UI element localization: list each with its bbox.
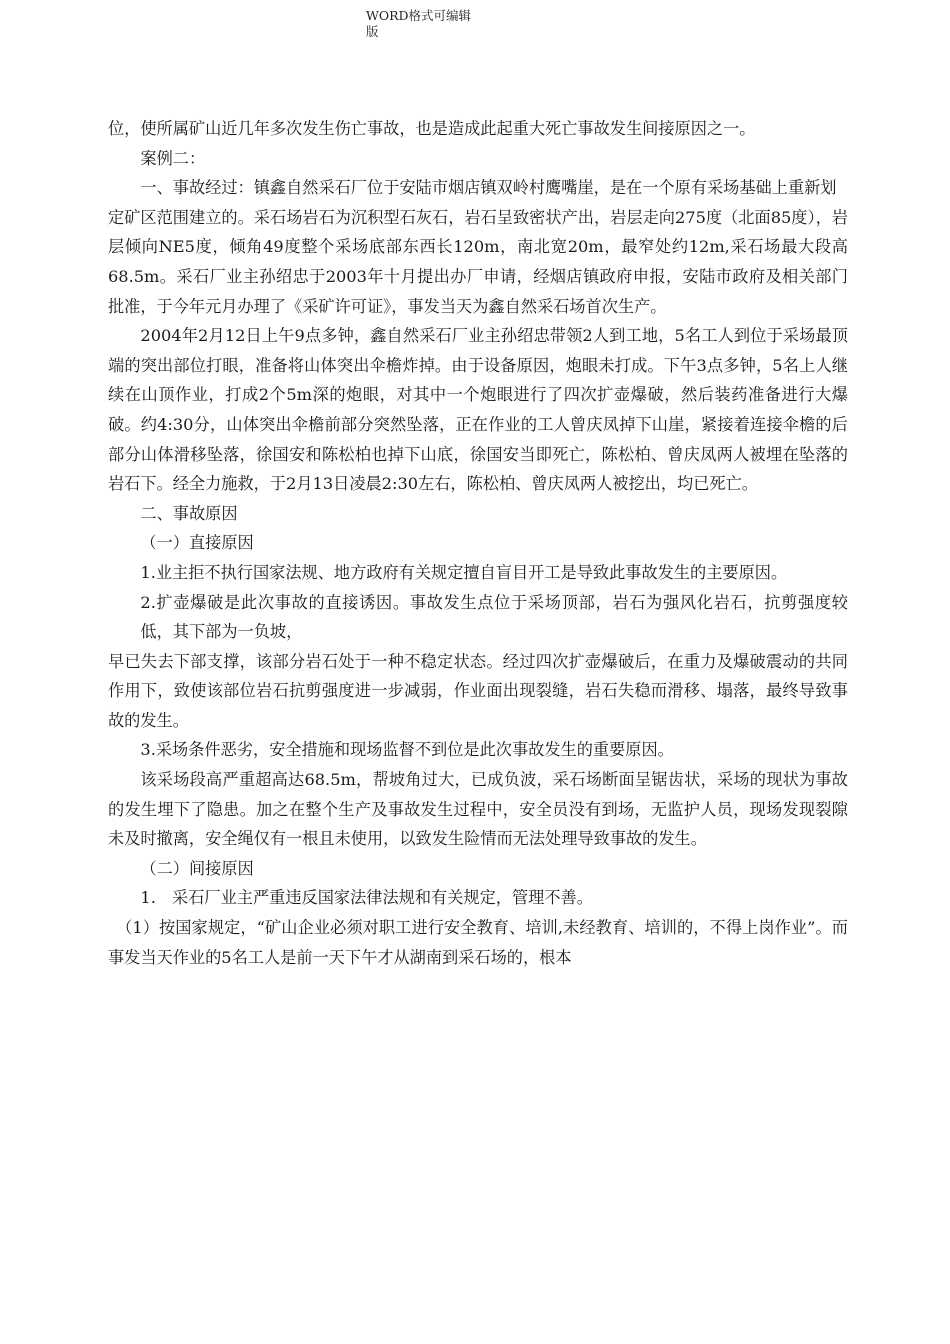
direct-cause-3-detail: 该采场段高严重超高达68.5m，帮坡角过大，已成负波，采石场断面呈锯齿状，采场的现状为事故的发生埋下了隐患。加之在整个生产及事故发生过程中，安全员没有到场，无监护人员，现场发现裂隙未及时撤离，安全绳仅有一根且未使用，以致发生险情而无法处理导致事故的发生。 — [108, 770, 848, 849]
subsection-heading-direct: （一）直接原因 — [140, 533, 254, 553]
direct-cause-2-continued: 早已失去下部支撑，该部分岩石处于一种不稳定状态。经过四次扩壶爆破后，在重力及爆破震动的共同作用下，致使该部位岩石抗剪强度进一步减弱，作业面出现裂缝，岩石失稳而滑移、塌落，最终导致事故的发生。 — [108, 651, 848, 730]
direct-cause-1: 1.业主拒不执行国家法规、地方政府有关规定擅自盲目开工是导致此事故发生的主要原因。 — [140, 562, 788, 582]
subsection-heading-indirect: （二）间接原因 — [140, 858, 254, 878]
paragraph-mine-description: 定矿区范围建立的。采石场岩石为沉积型石灰石，岩石呈致密状产出，岩层走向275度（北面85度），岩层倾向NE5度，倾角49度整个采场底部东西长120m，南北宽20m，最窄处约12m,采石场最大段高68.5m。采石厂业主孙绍忠于2003年十月提出办厂申请，经烟店镇政府申报，安陆市政府及相关部门批准，于今年元月办理了《采矿许可证》，事发当天为鑫自然采石场首次生产。 — [108, 207, 848, 316]
header-line-1: WORD格式可编辑 — [366, 8, 472, 23]
indirect-cause-1: 1. 采石厂业主严重违反国家法律法规和有关规定，管理不善。 — [140, 888, 593, 908]
document-body — [108, 114, 848, 972]
direct-cause-3: 3.采场条件恶劣，安全措施和现场监督不到位是此次事故发生的重要原因。 — [140, 740, 674, 760]
direct-cause-2: 2.扩壶爆破是此次事故的直接诱因。事故发生点位于采场顶部，岩石为强风化岩石，抗剪强度较低，其下部为一负坡， — [140, 592, 848, 642]
section-heading-accident-process: 一、事故经过：镇鑫自然采石厂位于安陆市烟店镇双岭村鹰嘴崖，是在一个原有采场基础上重新划 — [140, 178, 837, 198]
paragraph-continuation: 位，使所属矿山近几年多次发生伤亡事故，也是造成此起重大死亡事故发生间接原因之一。 — [108, 119, 756, 138]
paragraph-accident-narrative: 2004年2月12日上午9点多钟，鑫自然采石厂业主孙绍忠带领2人到工地，5名工人到位于采场最顶端的突出部位打眼，准备将山体突出伞檐炸掉。由于设备原因，炮眼未打成。下午3点多钟，5名上人继续在山顶作业，打成2个5m深的炮眼，对其中一个炮眼进行了四次扩壶爆破，然后装药准备进行大爆破。约4:30分，山体突出伞檐前部分突然坠落，正在作业的工人曾庆凤掉下山崖，紧接着连接伞檐的后部分山体滑移坠落，徐国安和陈松柏也掉下山底，徐国安当即死亡，陈松柏、曾庆凤两人被埋在坠落的岩石下。经全力施救，于2月13日凌晨2:30左右，陈松柏、曾庆凤两人被挖出，均已死亡。 — [108, 326, 848, 494]
section-heading-causes: 二、事故原因 — [140, 503, 238, 523]
case-heading: 案例二： — [140, 148, 206, 168]
page-header — [366, 8, 506, 40]
indirect-cause-1-item-1: （1）按国家规定，“矿山企业必须对职工进行安全教育、培训,未经教育、培训的，不得上岗作业”。而事发当天作业的5名工人是前一天下午才从湖南到采石场的，根本 — [108, 918, 848, 967]
header-line-2: 版 — [366, 24, 379, 39]
